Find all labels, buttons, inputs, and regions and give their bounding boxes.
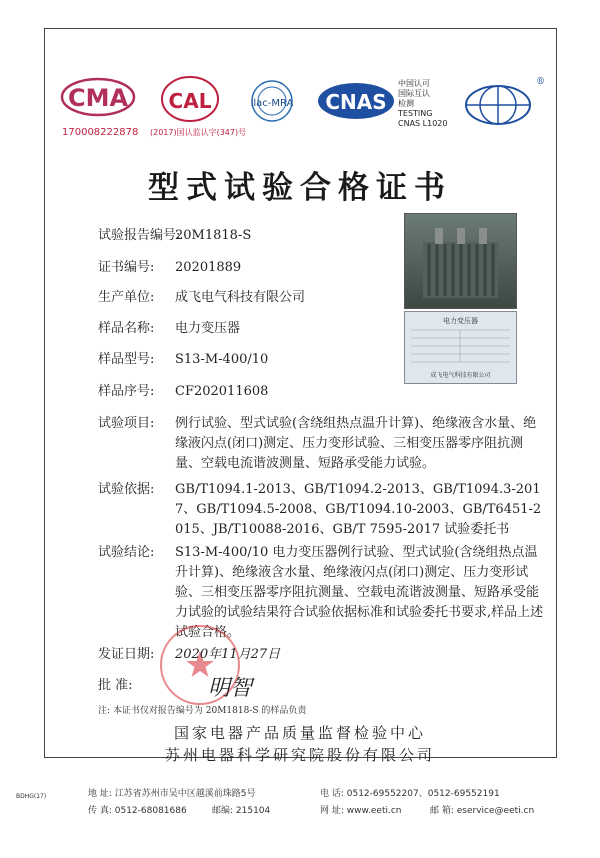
form-code: BDHG(17) — [16, 793, 47, 800]
cert-no-row — [98, 258, 241, 278]
sample-name-label: 样品名称: — [98, 321, 155, 336]
test-items-block — [98, 414, 558, 474]
issuing-company: 苏州电器科学研究院股份有限公司 — [164, 746, 435, 764]
cert-no-value: 20201889 — [175, 260, 242, 275]
cal-logo — [160, 75, 220, 123]
cnas-caption-line: CNAS L1020 — [398, 119, 448, 128]
sample-serial-label: 样品序号: — [98, 384, 155, 399]
sample-model-label: 样品型号: — [98, 352, 155, 367]
report-no-label: 试验报告编号: — [98, 228, 181, 243]
nameplate-photo — [404, 311, 517, 384]
sample-name-value: 电力变压器 — [175, 321, 241, 336]
test-items-value: 例行试验、型式试验(含绕组热点温升计算)、绝缘液含水量、绝缘液闪点(闭口)测定、压力变形试验、三相变压器零序阻抗测量、空载电流谐波测量、短路承受能力试验。 — [175, 416, 537, 471]
contact-website[interactable]: 网 址: www.eeti.cn — [320, 806, 402, 816]
conclusion-value: S13-M-400/10 电力变压器例行试验、型式试验(含绕组热点温升计算)、绝缘液含水量、绝缘液闪点(闭口)测定、压力变形试验、三相变压器零序阻抗测量、空载电流谐波测量、短路承受能力试验的试验结果符合试验依据标准和试验委托书要求,样品上述试验合格。 — [175, 545, 544, 640]
nameplate-maker: 成飞电气科技有限公司 — [430, 372, 491, 379]
test-basis-value: GB/T1094.1-2013、GB/T1094.2-2013、GB/T1094.3-2017、GB/T1094.5-2008、GB/T1094.10-2003、GB/T6451-2015、JB/T10088-2016、GB/T 7595-2017 试验委托书 — [175, 482, 542, 537]
manufacturer-label: 生产单位: — [98, 290, 155, 305]
nameplate-table — [405, 326, 516, 370]
sample-name-row — [98, 319, 240, 339]
approval-label: 批 准: — [98, 678, 133, 693]
certificate-note: 注: 本证书仅对报告编号为 20M1818-S 的样品负责 — [98, 706, 307, 716]
approval-row — [98, 676, 175, 696]
approval-signature: 明智 — [208, 676, 253, 701]
manufacturer-value: 成飞电气科技有限公司 — [175, 290, 306, 305]
cnas-caption — [398, 79, 447, 129]
test-basis-label: 试验依据: — [98, 482, 155, 497]
cnas-logo-text: CNAS — [325, 90, 387, 114]
contact-address: 地 址: 江苏省苏州市吴中区越溪前珠路5号 — [88, 789, 256, 799]
contact-postcode: 邮编: 215104 — [212, 806, 271, 816]
contact-email[interactable]: 邮 箱: eservice@eeti.cn — [430, 806, 535, 816]
cal-logo-text: CAL — [168, 89, 212, 113]
conclusion-label: 试验结论: — [98, 545, 155, 560]
issue-date-label: 发证日期: — [98, 647, 155, 662]
issue-date-row — [98, 645, 280, 665]
cqc-globe-logo — [463, 83, 533, 127]
report-no-row — [98, 226, 251, 246]
cnas-logo — [316, 81, 396, 125]
accreditation-logos — [58, 75, 558, 145]
test-items-label: 试验项目: — [98, 416, 155, 431]
cal-caption: (2017)国认监认字(347)号 — [150, 128, 247, 137]
nameplate-title: 电力变压器 — [443, 317, 478, 325]
ilac-logo-text: ilac-MRA — [250, 98, 294, 109]
manufacturer-row — [98, 288, 305, 308]
cma-number: 170008222878 — [62, 127, 139, 138]
transformer-photo — [404, 213, 517, 309]
sample-serial-row — [98, 382, 268, 402]
cnas-caption-line: 国际互认 — [398, 89, 430, 98]
contact-phone: 电 话: 0512-69552207、0512-69552191 — [320, 789, 500, 799]
issuing-center: 国家电器产品质量监督检验中心 — [173, 724, 426, 742]
cma-logo — [58, 75, 138, 123]
contact-fax: 传 真: 0512-68081686 — [88, 806, 187, 816]
sample-model-row — [98, 350, 268, 370]
test-basis-block — [98, 480, 558, 540]
cnas-caption-line: TESTING — [398, 109, 433, 118]
cert-no-label: 证书编号: — [98, 260, 155, 275]
issue-date-value: 2020年11月27日 — [175, 647, 281, 662]
certificate-title: 型式试验合格证书 — [148, 170, 452, 206]
ilac-mra-logo — [240, 79, 304, 127]
transformer-image — [405, 214, 516, 308]
cnas-caption-line: 中国认可 — [398, 79, 430, 88]
sample-model-value: S13-M-400/10 — [175, 352, 269, 367]
registered-mark: ® — [536, 77, 545, 87]
cnas-caption-line: 检测 — [398, 99, 414, 108]
report-no-value: 20M1818-S — [175, 228, 252, 243]
cma-logo-text: CMA — [67, 84, 129, 112]
sample-serial-value: CF202011608 — [175, 384, 269, 399]
